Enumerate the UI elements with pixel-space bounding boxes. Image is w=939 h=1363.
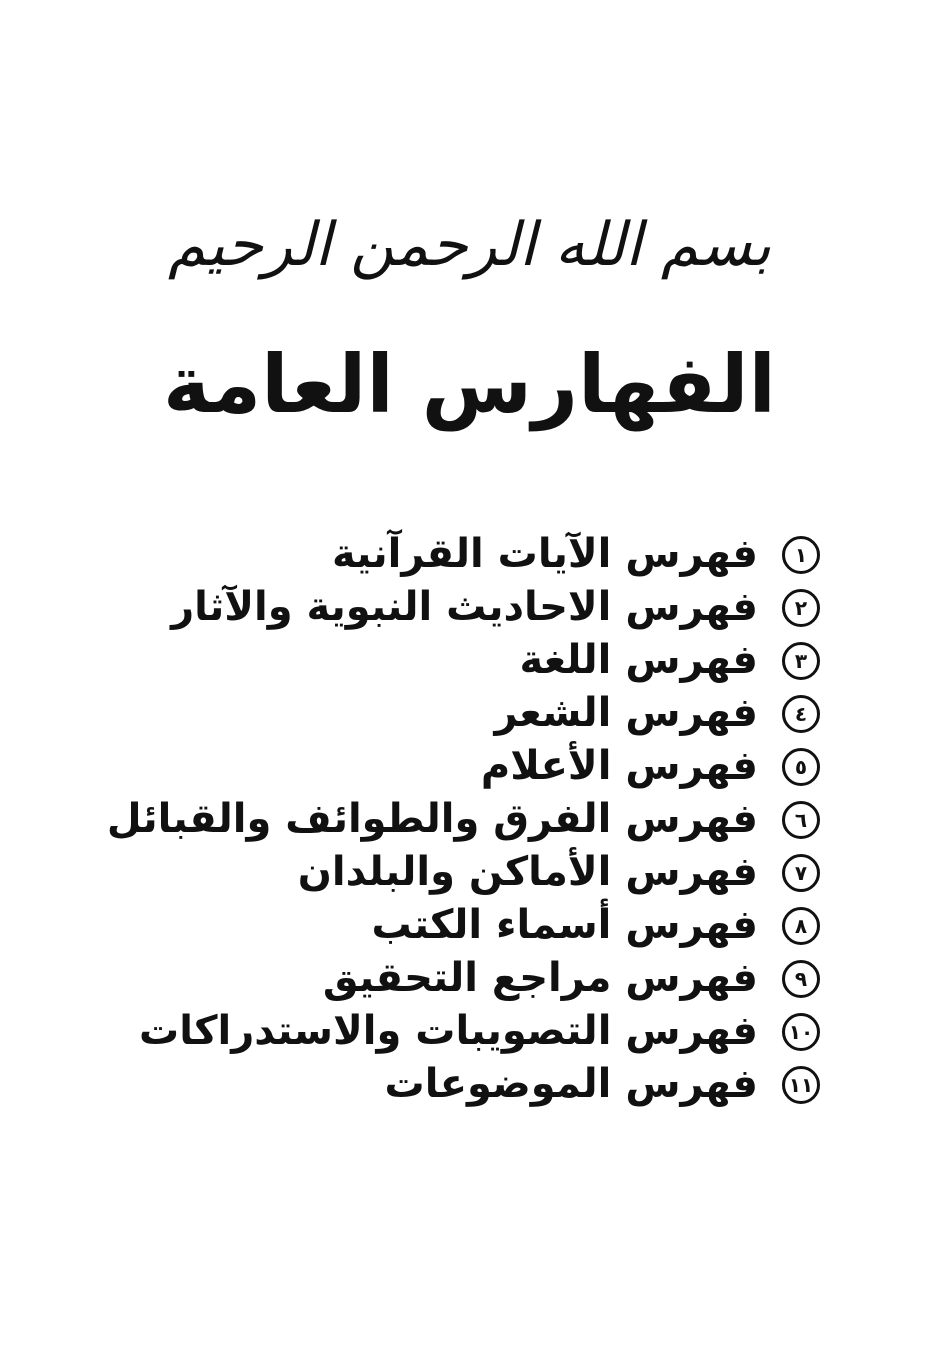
item-label: فهرس أسماء الكتب bbox=[371, 902, 758, 948]
item-label: فهرس مراجع التحقيق bbox=[322, 955, 758, 1001]
index-list bbox=[106, 528, 820, 1111]
list-item bbox=[180, 846, 820, 899]
item-number: ١١ bbox=[782, 1066, 820, 1104]
list-item bbox=[180, 740, 820, 793]
item-number: ٨ bbox=[782, 907, 820, 945]
basmala: بسم الله الرحمن الرحيم bbox=[167, 210, 772, 280]
list-item bbox=[139, 1005, 820, 1058]
item-label: فهرس الأماكن والبلدان bbox=[297, 849, 758, 895]
page-title: الفهارس العامة bbox=[163, 338, 776, 431]
item-number: ١ bbox=[782, 536, 820, 574]
list-item bbox=[180, 528, 820, 581]
item-number: ٣ bbox=[782, 642, 820, 680]
item-number: ٦ bbox=[782, 801, 820, 839]
item-label: فهرس الآيات القرآنية bbox=[332, 531, 758, 577]
list-item bbox=[180, 899, 820, 952]
item-number: ٩ bbox=[782, 960, 820, 998]
item-label: فهرس الأعلام bbox=[480, 743, 758, 789]
item-number: ٥ bbox=[782, 748, 820, 786]
list-item bbox=[180, 687, 820, 740]
list-item bbox=[171, 581, 820, 634]
item-number: ٧ bbox=[782, 854, 820, 892]
item-label: فهرس الموضوعات bbox=[384, 1061, 758, 1107]
item-number: ١٠ bbox=[782, 1013, 820, 1051]
item-label: فهرس الاحاديث النبوية والآثار bbox=[171, 584, 758, 630]
item-label: فهرس التصويبات والاستدراكات bbox=[139, 1008, 758, 1054]
item-number: ٢ bbox=[782, 589, 820, 627]
list-item bbox=[180, 952, 820, 1005]
list-item bbox=[180, 634, 820, 687]
item-label: فهرس الفرق والطوائف والقبائل bbox=[106, 796, 758, 842]
item-number: ٤ bbox=[782, 695, 820, 733]
item-label: فهرس الشعر bbox=[494, 690, 758, 736]
list-item bbox=[180, 1058, 820, 1111]
item-label: فهرس اللغة bbox=[519, 637, 758, 683]
list-item bbox=[106, 793, 820, 846]
